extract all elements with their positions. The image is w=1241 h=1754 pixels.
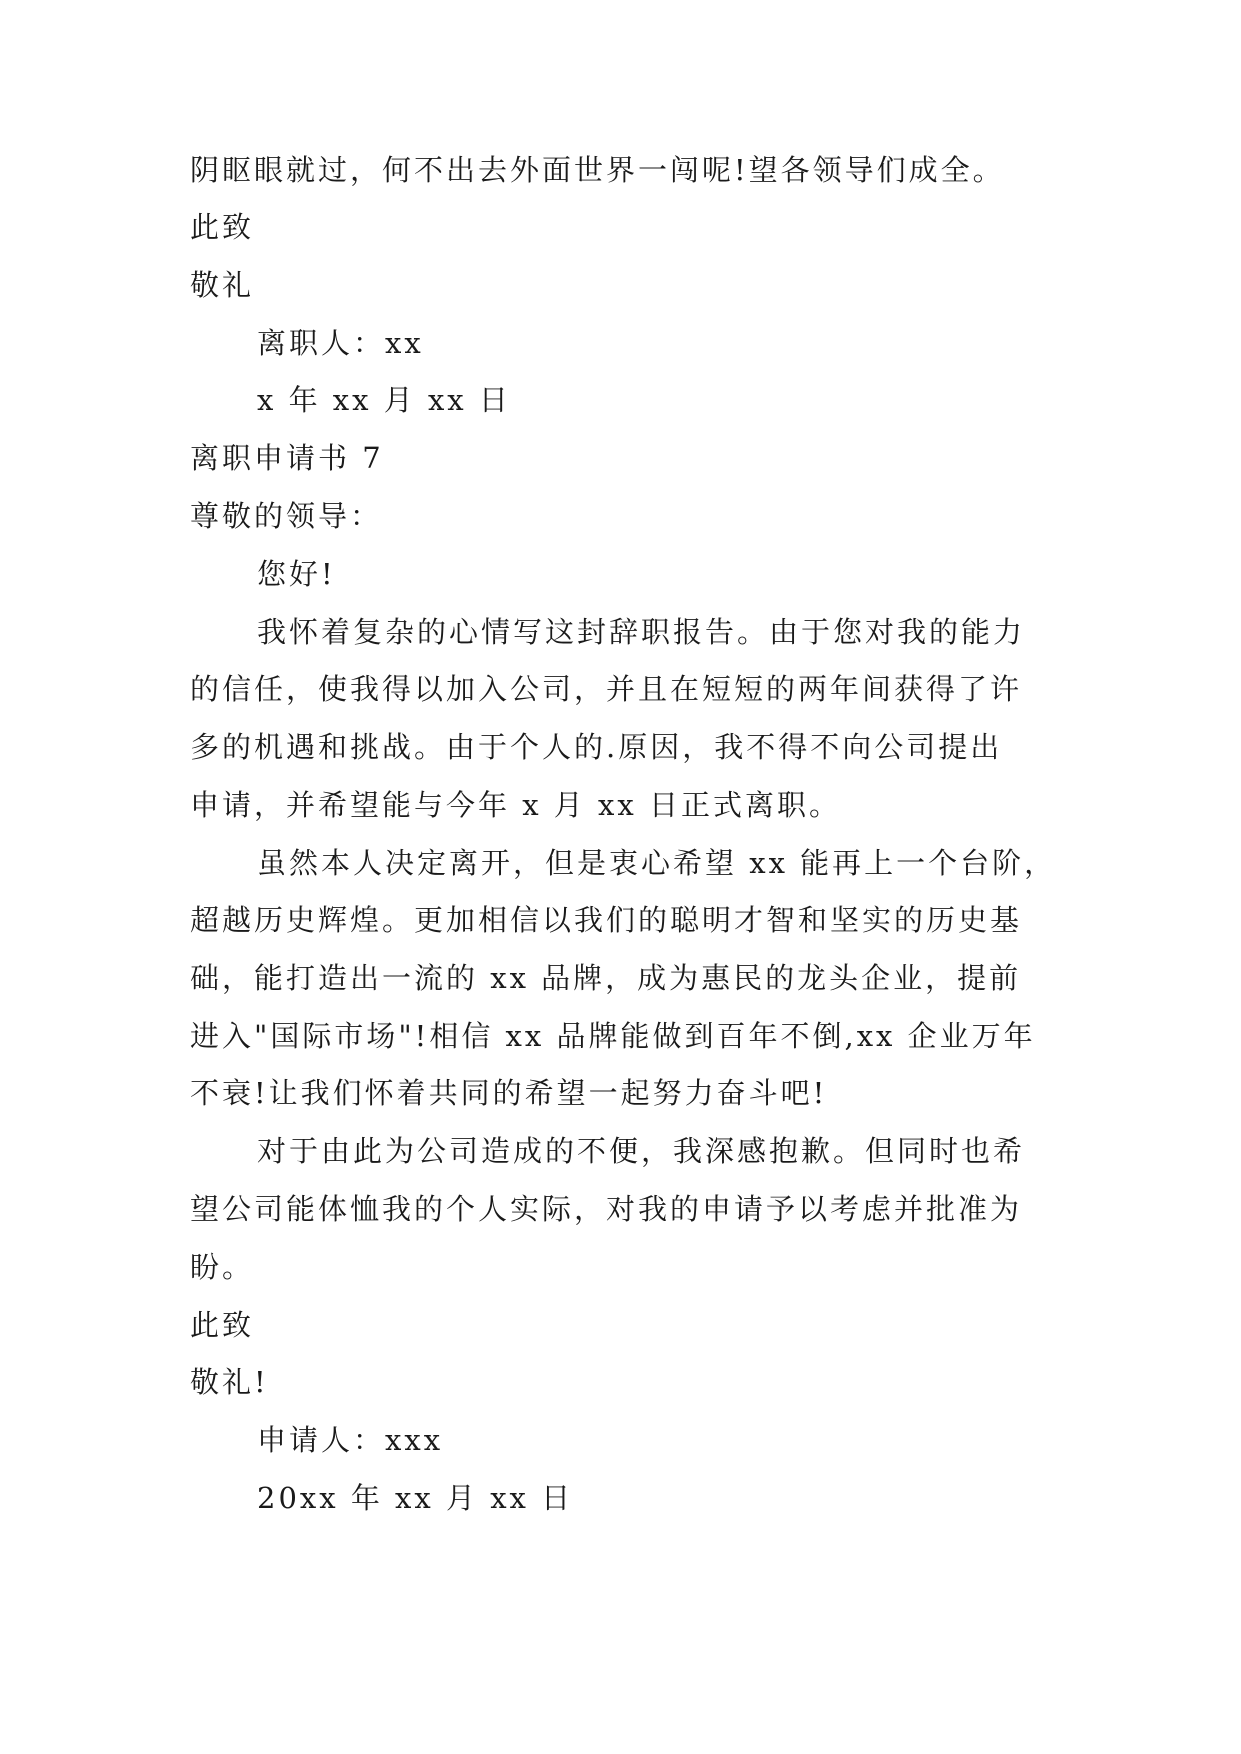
text-line: 虽然本人决定离开，但是衷心希望 xx 能再上一个台阶， xyxy=(257,846,1057,880)
text-line: 进入"国际市场"!相信 xx 品牌能做到百年不倒,xx 企业万年 xyxy=(190,1019,1036,1053)
text-line: 敬礼! xyxy=(190,1365,269,1399)
text-line: 的信任，使我得以加入公司，并且在短短的两年间获得了许 xyxy=(190,672,1023,706)
applicant-line: 申请人：xxx xyxy=(257,1423,444,1457)
date-line: x 年 xx 月 xx 日 xyxy=(257,383,511,417)
signer-line: 离职人：xx xyxy=(257,326,424,360)
text-line: 盼。 xyxy=(190,1250,255,1284)
text-line: 此致 xyxy=(190,1308,255,1342)
text-line: 不衰!让我们怀着共同的希望一起努力奋斗吧! xyxy=(190,1076,828,1110)
text-line: 敬礼 xyxy=(190,268,255,302)
salutation: 尊敬的领导： xyxy=(190,499,383,533)
text-line: 础，能打造出一流的 xx 品牌，成为惠民的龙头企业，提前 xyxy=(190,961,1022,995)
section-title: 离职申请书 7 xyxy=(190,441,384,475)
text-line: 此致 xyxy=(190,210,255,244)
text-line: 超越历史辉煌。更加相信以我们的聪明才智和坚实的历史基 xyxy=(190,903,1023,937)
text-line: 申请，并希望能与今年 x 月 xx 日正式离职。 xyxy=(190,788,841,822)
greeting: 您好! xyxy=(257,557,336,591)
date-line: 20xx 年 xx 月 xx 日 xyxy=(257,1481,574,1515)
text-line: 望公司能体恤我的个人实际，对我的申请予以考虑并批准为 xyxy=(190,1192,1023,1226)
text-line: 阴眍眼就过，何不出去外面世界一闯呢!望各领导们成全。 xyxy=(190,153,1005,187)
text-line: 多的机遇和挑战。由于个人的.原因，我不得不向公司提出 xyxy=(190,730,1003,764)
text-line: 我怀着复杂的心情写这封辞职报告。由于您对我的能力 xyxy=(257,615,1026,649)
text-line: 对于由此为公司造成的不便，我深感抱歉。但同时也希 xyxy=(257,1134,1026,1168)
